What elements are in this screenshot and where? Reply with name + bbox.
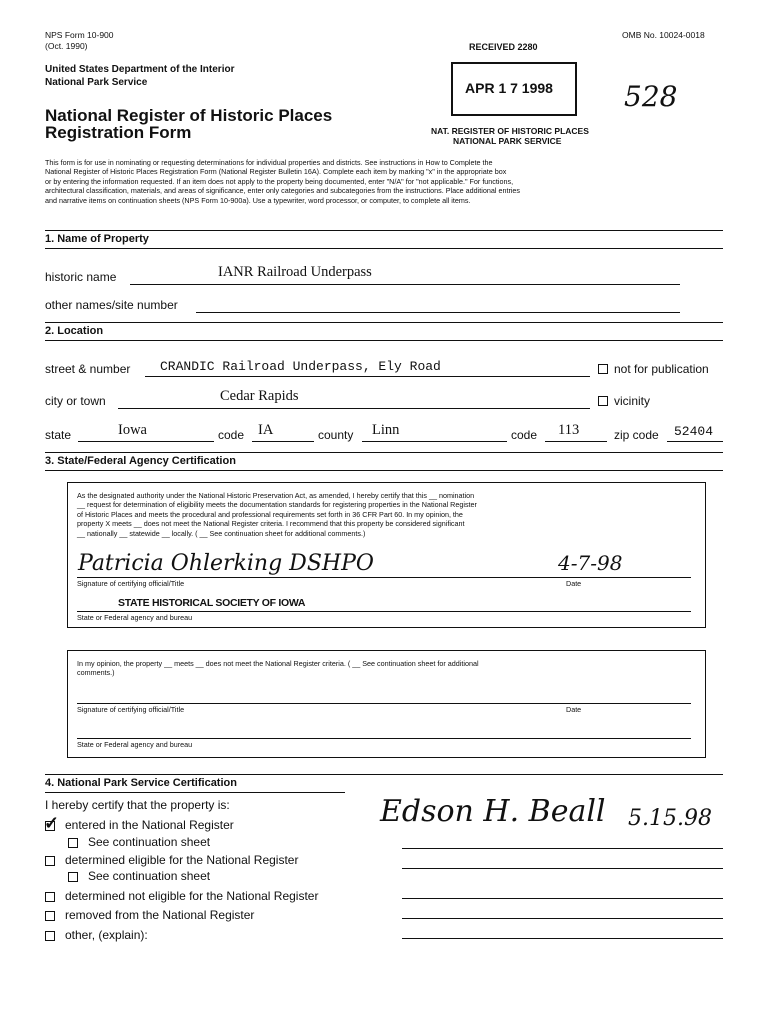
section-divider	[45, 792, 345, 793]
shpo-signature: Patricia Ohlerking DSHPO	[78, 551, 374, 576]
county-code-value[interactable]: 113	[558, 422, 580, 438]
checkmark-icon: ✓	[44, 813, 60, 833]
agency-label: State or Federal agency and bureau	[77, 740, 193, 749]
instruction-line: or by entering the information requested. If an item does not apply to the property being documented, enter "N/A" for "not applicable." For functions,	[45, 176, 514, 186]
other-names-line[interactable]	[196, 312, 680, 313]
nps-signature-line[interactable]	[402, 898, 723, 899]
county-code-label: code	[511, 428, 538, 442]
shpo-signature-date: 4-7-98	[558, 551, 623, 575]
state-code-line	[252, 441, 314, 442]
historic-name-label: historic name	[45, 270, 117, 284]
not-eligible-checkbox[interactable]	[45, 892, 55, 902]
nps-signature-line[interactable]	[402, 868, 723, 869]
not-for-publication-checkbox[interactable]	[598, 364, 608, 374]
historic-name-value[interactable]: IANR Railroad Underpass	[218, 264, 372, 280]
zip-label: zip code	[614, 428, 659, 442]
form-title: National Register of Historic Places	[45, 106, 333, 125]
instructions	[45, 158, 735, 205]
received-label: RECEIVED 2280	[469, 42, 538, 52]
state-label: state	[45, 428, 72, 442]
date-label: Date	[566, 579, 582, 588]
opinion-line: In my opinion, the property __ meets __ does not meet the National Register criteria. ( __ See continuation sheet for additional	[77, 659, 479, 668]
historic-name-line	[130, 284, 680, 285]
street-label: street & number	[45, 362, 131, 376]
agency-line	[77, 611, 691, 612]
zip-value[interactable]: 52404	[674, 424, 714, 439]
department-name: United States Department of the Interior	[45, 64, 235, 75]
cert-line: As the designated authority under the National Historic Preservation Act, as amended, I hereby certify that this __ nomination	[77, 491, 475, 500]
form-subtitle: Registration Form	[45, 123, 192, 142]
nps-signature-line[interactable]	[402, 918, 723, 919]
removed-label: removed from the National Register	[65, 908, 255, 922]
agency-label: State or Federal agency and bureau	[77, 613, 193, 622]
not-eligible-label: determined not eligible for the National Register	[65, 889, 319, 903]
eligible-label: determined eligible for the National Register	[65, 853, 299, 867]
cert-line: __ request for determination of eligibility meets the documentation standards for registering properties in the National Register	[77, 500, 477, 510]
stamp-register-line: NAT. REGISTER OF HISTORIC PLACES	[431, 126, 589, 136]
entered-label: entered in the National Register	[65, 818, 234, 832]
section-divider	[45, 230, 723, 231]
continuation-checkbox[interactable]	[68, 838, 78, 848]
omb-number: OMB No. 10024-0018	[622, 30, 705, 40]
vicinity-checkbox[interactable]	[598, 396, 608, 406]
form-date: (Oct. 1990)	[45, 41, 88, 51]
opinion-box	[67, 650, 706, 758]
city-label: city or town	[45, 394, 106, 408]
street-line	[145, 376, 590, 377]
county-code-line	[545, 441, 607, 442]
nps-signature-line[interactable]	[402, 848, 723, 849]
cert-line: __ nationally __ statewide __ locally. ( __ See continuation sheet for additional comments.)	[77, 528, 366, 538]
form-number: NPS Form 10-900	[45, 30, 114, 40]
vicinity-label: vicinity	[614, 394, 651, 408]
section1-heading: 1. Name of Property	[45, 233, 149, 245]
continuation-label: See continuation sheet	[88, 835, 211, 849]
section-divider	[45, 774, 723, 775]
instruction-line: architectural classification, materials, and areas of significance, enter only categories and subcategories from the instructions. Place additional entries	[45, 186, 521, 196]
signature-line[interactable]	[77, 703, 691, 704]
keeper-signature: Edson H. Beall	[380, 794, 606, 829]
cert-line: of Historic Places and meets the procedural and professional requirements set forth in 36 CFR Part 60. In my opinion, the	[77, 509, 463, 519]
stamp-nps-line: NATIONAL PARK SERVICE	[453, 136, 562, 146]
nps-intro: I hereby certify that the property is:	[45, 798, 230, 812]
received-stamp	[431, 40, 601, 148]
section3-heading: 3. State/Federal Agency Certification	[45, 455, 236, 467]
nps-signature-line[interactable]	[402, 938, 723, 939]
keeper-date: 5.15.98	[628, 806, 712, 831]
section-divider	[45, 322, 723, 323]
state-line	[78, 441, 214, 442]
other-label: other, (explain):	[65, 928, 148, 942]
section-divider	[45, 452, 723, 453]
agency-line[interactable]	[77, 738, 691, 739]
instruction-line: National Register of Historic Places Registration Form (National Register Bulletin 16A). Complete each item by marking "x" in the appropriate box	[45, 167, 507, 177]
state-code-value[interactable]: IA	[258, 422, 274, 438]
opinion-line: comments.)	[77, 668, 115, 678]
certification-text	[77, 491, 697, 538]
not-for-publication-label: not for publication	[614, 362, 709, 376]
city-line	[118, 408, 590, 409]
continuation-label: See continuation sheet	[88, 869, 211, 883]
certification-box	[67, 482, 706, 628]
cert-line: property X meets __ does not meet the National Register criteria. I recommend that this property be considered significant	[77, 519, 465, 529]
continuation-checkbox[interactable]	[68, 872, 78, 882]
date-label: Date	[566, 705, 582, 714]
signature-label: Signature of certifying official/Title	[77, 705, 185, 714]
county-label: county	[318, 428, 354, 442]
county-value[interactable]: Linn	[372, 422, 400, 438]
stamp-date: APR 1 7 1998	[465, 80, 553, 96]
other-names-label: other names/site number	[45, 298, 178, 312]
city-value[interactable]: Cedar Rapids	[220, 388, 299, 404]
section4-heading: 4. National Park Service Certification	[45, 777, 237, 789]
section2-heading: 2. Location	[45, 325, 104, 337]
instruction-line: and narrative items on continuation sheets (NPS Form 10-900a). Use a typewriter, word processor, or computer, to complete all items.	[45, 195, 471, 205]
state-value[interactable]: Iowa	[118, 422, 147, 438]
state-code-label: code	[218, 428, 245, 442]
opinion-text	[77, 659, 697, 678]
signature-label: Signature of certifying official/Title	[77, 579, 185, 588]
section-divider	[45, 248, 723, 249]
street-value[interactable]: CRANDIC Railroad Underpass, Ely Road	[160, 359, 441, 374]
signature-line	[77, 577, 691, 578]
other-checkbox[interactable]	[45, 931, 55, 941]
county-line	[362, 441, 507, 442]
zip-line	[667, 441, 723, 442]
section-divider	[45, 470, 723, 471]
agency-stamp: STATE HISTORICAL SOCIETY OF IOWA	[118, 597, 306, 609]
service-name: National Park Service	[45, 77, 148, 88]
instruction-line: This form is for use in nominating or requesting determinations for individual properties and districts. See instructions in How to Complete the	[45, 158, 493, 167]
section-divider	[45, 340, 723, 341]
removed-checkbox[interactable]	[45, 911, 55, 921]
handwritten-number: 528	[624, 80, 678, 113]
eligible-checkbox[interactable]	[45, 856, 55, 866]
